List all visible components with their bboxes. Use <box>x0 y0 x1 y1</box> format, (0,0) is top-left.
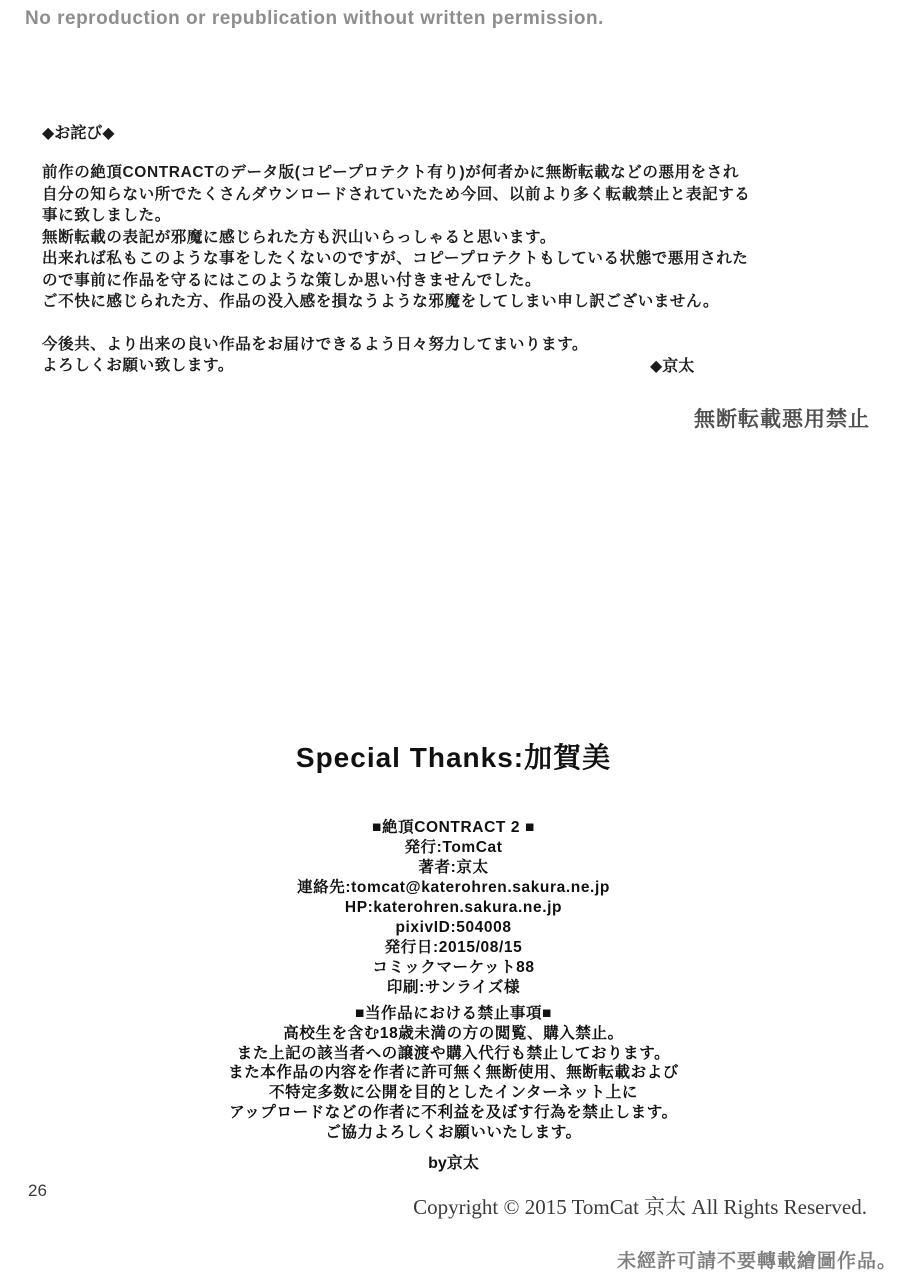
apology-heading: ◆お詫び◆ <box>42 125 115 142</box>
apology-line: 前作の絶頂CONTRACTのデータ版(コピープロテクト有り)が何者かに無断転載などの悪用をされ <box>42 164 739 181</box>
apology-section <box>42 120 802 377</box>
colophon-printer: 印刷:サンライズ様 <box>386 979 521 996</box>
colophon-publisher: 発行:TomCat <box>404 839 503 856</box>
no-reproduction-notice: No reproduction or republication without written permission. <box>25 8 604 29</box>
by-author-line: by京太 <box>428 1155 479 1172</box>
colophon-publish-date: 発行日:2015/08/15 <box>384 939 523 956</box>
copyright-line: Copyright © 2015 TomCat 京太 All Rights Reserved. <box>413 1195 867 1219</box>
chinese-no-repost-notice: 未經許可請不要轉載繪圖作品。 <box>616 1251 897 1272</box>
prohibitions-line: 不特定多数に公開を目的としたインターネット上に <box>269 1084 638 1102</box>
prohibitions-line: アップロードなどの作者に不利益を及ぼす行為を禁止します。 <box>229 1103 678 1121</box>
author-signature: ◆京太 <box>650 358 695 375</box>
apology-line: よろしくお願い致します。 <box>42 357 234 374</box>
colophon-author: 著者:京太 <box>418 859 489 876</box>
colophon-block <box>0 818 907 998</box>
paragraph-gap <box>42 313 802 334</box>
apology-line: 今後共、より出来の良い作品をお届けできるよう日々努力してまいります。 <box>42 335 589 353</box>
apology-line: ご不快に感じられた方、作品の没入感を損なうような邪魔をしてしまい申し訳ございません。 <box>42 293 720 310</box>
special-thanks-line: Special Thanks:加賀美 <box>295 742 612 773</box>
prohibitions-line: ご協力よろしくお願いいたします。 <box>325 1123 582 1141</box>
colophon-title: ■絶頂CONTRACT 2 ■ <box>372 819 535 836</box>
prohibitions-block <box>0 1004 907 1143</box>
prohibitions-line: また本作品の内容を作者に許可無く無断使用、無断転載および <box>228 1064 679 1082</box>
apology-line: 自分の知らない所でたくさんダウンロードされていたため今回、以前より多く転載禁止と表記する <box>42 185 751 203</box>
colophon-pixiv-id: pixivID:504008 <box>395 919 512 936</box>
prohibitions-title: ■当作品における禁止事項■ <box>354 1005 553 1022</box>
no-unauthorized-repost-stamp: 無断転載悪用禁止 <box>694 408 870 431</box>
apology-line: 出来れば私もこのような事をしたくないのですが、コピープロテクトもしている状態で悪用された <box>42 250 749 267</box>
apology-line: 無断転載の表記が邪魔に感じられた方も沢山いらっしゃると思います。 <box>42 228 556 246</box>
prohibitions-line: 高校生を含む18歳未満の方の閲覧、購入禁止。 <box>283 1024 624 1042</box>
colophon-homepage: HP:katerohren.sakura.ne.jp <box>344 899 563 916</box>
apology-line: ので事前に作品を守るにはこのような策しか思い付きませんでした。 <box>42 271 542 289</box>
prohibitions-line: また上記の該当者への譲渡や購入代行も禁止しております。 <box>236 1044 671 1062</box>
colophon-event: コミックマーケット88 <box>372 959 535 976</box>
apology-line: 事に致しました。 <box>42 207 171 224</box>
colophon-contact-email: 連絡先:tomcat@katerohren.sakura.ne.jp <box>297 879 610 896</box>
page-number: 26 <box>28 1181 47 1200</box>
